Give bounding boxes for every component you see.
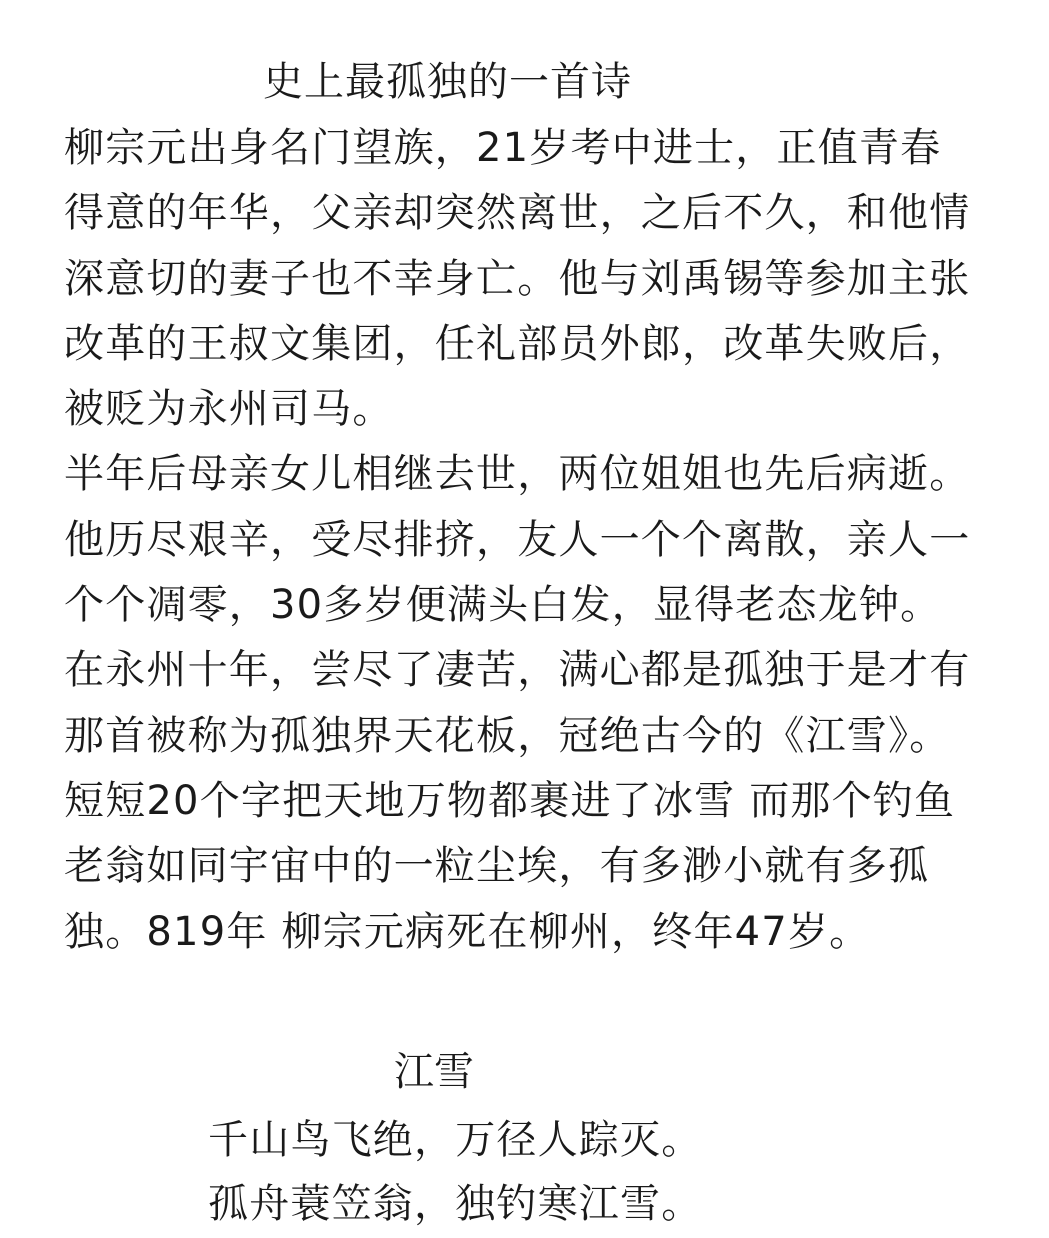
- article-body: [64, 116, 1024, 965]
- body-line: 独。819年 柳宗元病死在柳州，终年47岁。: [64, 908, 871, 955]
- body-line: 他历尽艰辛，受尽排挤，友人一个个离散，亲人一: [64, 516, 971, 563]
- body-line: 深意切的妻子也不幸身亡。他与刘禹锡等参加主张: [64, 255, 971, 302]
- body-line: 老翁如同宇宙中的一粒尘埃，有多渺小就有多孤: [64, 843, 930, 890]
- body-line: 改革的王叔文集团，任礼部员外郎，改革失败后，: [64, 320, 971, 367]
- poem-title: 江雪: [394, 1049, 474, 1095]
- poem-line: 千山鸟飞绝，万径人踪灭。: [208, 1117, 703, 1163]
- poem-body: [208, 1108, 702, 1236]
- body-line: 在永州十年，尝尽了凄苦，满心都是孤独于是才有: [64, 647, 971, 694]
- body-line: 被贬为永州司马。: [64, 386, 394, 433]
- body-line: 得意的年华，父亲却突然离世，之后不久，和他情: [64, 190, 971, 237]
- body-line: 短短20个字把天地万物都裹进了冰雪 而那个钓鱼: [64, 777, 956, 824]
- body-line: 半年后母亲女儿相继去世，两位姐姐也先后病逝。: [64, 451, 971, 498]
- article-title: 史上最孤独的一首诗: [263, 59, 632, 105]
- poem-line: 孤舟蓑笠翁，独钓寒江雪。: [208, 1181, 703, 1227]
- body-line: 那首被称为孤独界天花板，冠绝古今的《江雪》。: [64, 712, 951, 759]
- body-line: 柳宗元出身名门望族，21岁考中进士，正值青春: [64, 125, 942, 171]
- body-line: 个个凋零，30多岁便满头白发，显得老态龙钟。: [64, 582, 942, 629]
